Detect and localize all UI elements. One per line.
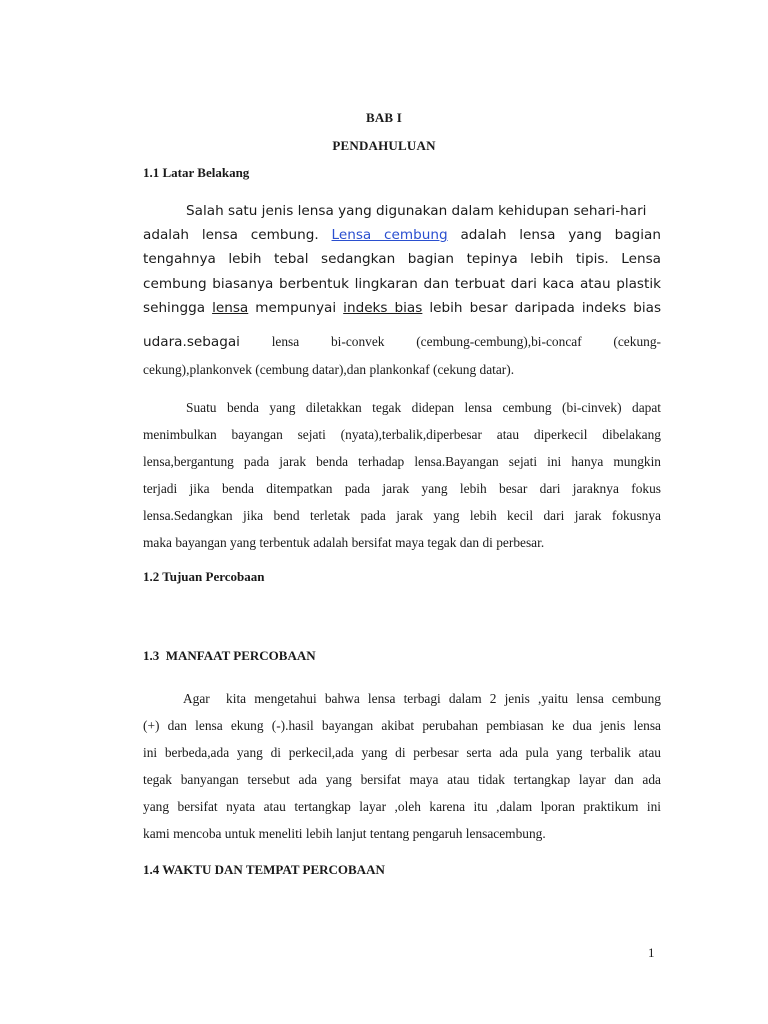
line-text: adalah lensa yang bagian bbox=[460, 227, 661, 244]
line-text: lebih besar daripada indeks bias bbox=[429, 299, 662, 316]
chapter-number: BAB I bbox=[365, 110, 403, 125]
paragraph-line bbox=[143, 296, 661, 320]
paragraph-line: (+) dan lensa ekung (-).hasil bayangan akibat perubahan pembiasan ke dua jenis lensa bbox=[143, 718, 661, 733]
paragraph-line: Salah satu jenis lensa yang digunakan dalam kehidupan sehari-hari bbox=[186, 203, 647, 219]
paragraph-line: kami mencoba untuk meneliti lebih lanjut tentang pengaruh lensacembung. bbox=[143, 826, 546, 841]
paragraph-line: yang bersifat nyata atau tertangkap layar ,oleh karena itu ,dalam lporan praktikum ini bbox=[143, 799, 661, 814]
section-heading-waktu-tempat: 1.4 WAKTU DAN TEMPAT PERCOBAAN bbox=[143, 862, 385, 877]
link-lensa-cembung[interactable]: Lensa cembung bbox=[331, 227, 448, 244]
paragraph-latar-belakang-2 bbox=[143, 394, 661, 556]
paragraph-line bbox=[143, 223, 661, 247]
paragraph-line: lensa.Sedangkan jika bend terletak pada jarak yang lebih kecil dari jarak fokusnya bbox=[143, 508, 661, 523]
paragraph-line: Agar kita mengetahui bahwa lensa terbagi dalam 2 jenis ,yaitu lensa cembung bbox=[183, 691, 661, 706]
line-text: udara.sebagai bbox=[143, 334, 240, 350]
paragraph-line: maka bayangan yang terbentuk adalah bersifat maya tegak dan di perbesar. bbox=[143, 535, 545, 550]
line-text: mempunyai bbox=[255, 299, 337, 316]
paragraph-latar-belakang-1 bbox=[143, 199, 661, 320]
section-heading-latar-belakang: 1.1 Latar Belakang bbox=[143, 165, 250, 180]
paragraph-line: Suatu benda yang diletakkan tegak didepan lensa cembung (bi-cinvek) dapat bbox=[186, 400, 661, 415]
paragraph-manfaat-percobaan bbox=[143, 685, 661, 847]
paragraph-line: tegak banyangan tersebut ada yang bersifat maya atau tidak tertangkap layar dan ada bbox=[143, 772, 661, 787]
chapter-title: PENDAHULUAN bbox=[332, 138, 436, 153]
line-text: sehingga bbox=[143, 299, 206, 316]
paragraph-line: terjadi jika benda ditempatkan pada jarak yang lebih besar dari jaraknya fokus bbox=[143, 481, 661, 496]
line-text: lensa bi-convek (cembung-cembung),bi-concaf (cekung- bbox=[271, 334, 661, 349]
underlined-term-indeks-bias: indeks bias bbox=[343, 299, 423, 316]
paragraph-latar-belakang-1-cont bbox=[143, 328, 661, 383]
underlined-term-lensa: lensa bbox=[212, 299, 249, 316]
paragraph-line: cembung biasanya berbentuk lingkaran dan terbuat dari kaca atau plastik bbox=[143, 275, 661, 292]
paragraph-line: menimbulkan bayangan sejati (nyata),terbalik,diperbesar atau diperkecil dibelakang bbox=[143, 427, 661, 442]
paragraph-line: ini berbeda,ada yang di perkecil,ada yang di perbesar serta ada pula yang terbalik atau bbox=[143, 745, 661, 760]
page-number: 1 bbox=[648, 945, 655, 960]
section-heading-tujuan-percobaan: 1.2 Tujuan Percobaan bbox=[143, 569, 265, 584]
paragraph-line: lensa,bergantung pada jarak benda terhadap lensa.Bayangan sejati ini hanya mungkin bbox=[143, 454, 661, 469]
paragraph-line bbox=[143, 328, 661, 356]
paragraph-line: cekung),plankonvek (cembung datar),dan plankonkaf (cekung datar). bbox=[143, 362, 515, 377]
section-heading-manfaat-percobaan: 1.3 MANFAAT PERCOBAAN bbox=[143, 648, 316, 663]
line-text: adalah lensa cembung. bbox=[143, 227, 319, 244]
paragraph-line: tengahnya lebih tebal sedangkan bagian tepinya lebih tipis. Lensa bbox=[143, 251, 661, 268]
